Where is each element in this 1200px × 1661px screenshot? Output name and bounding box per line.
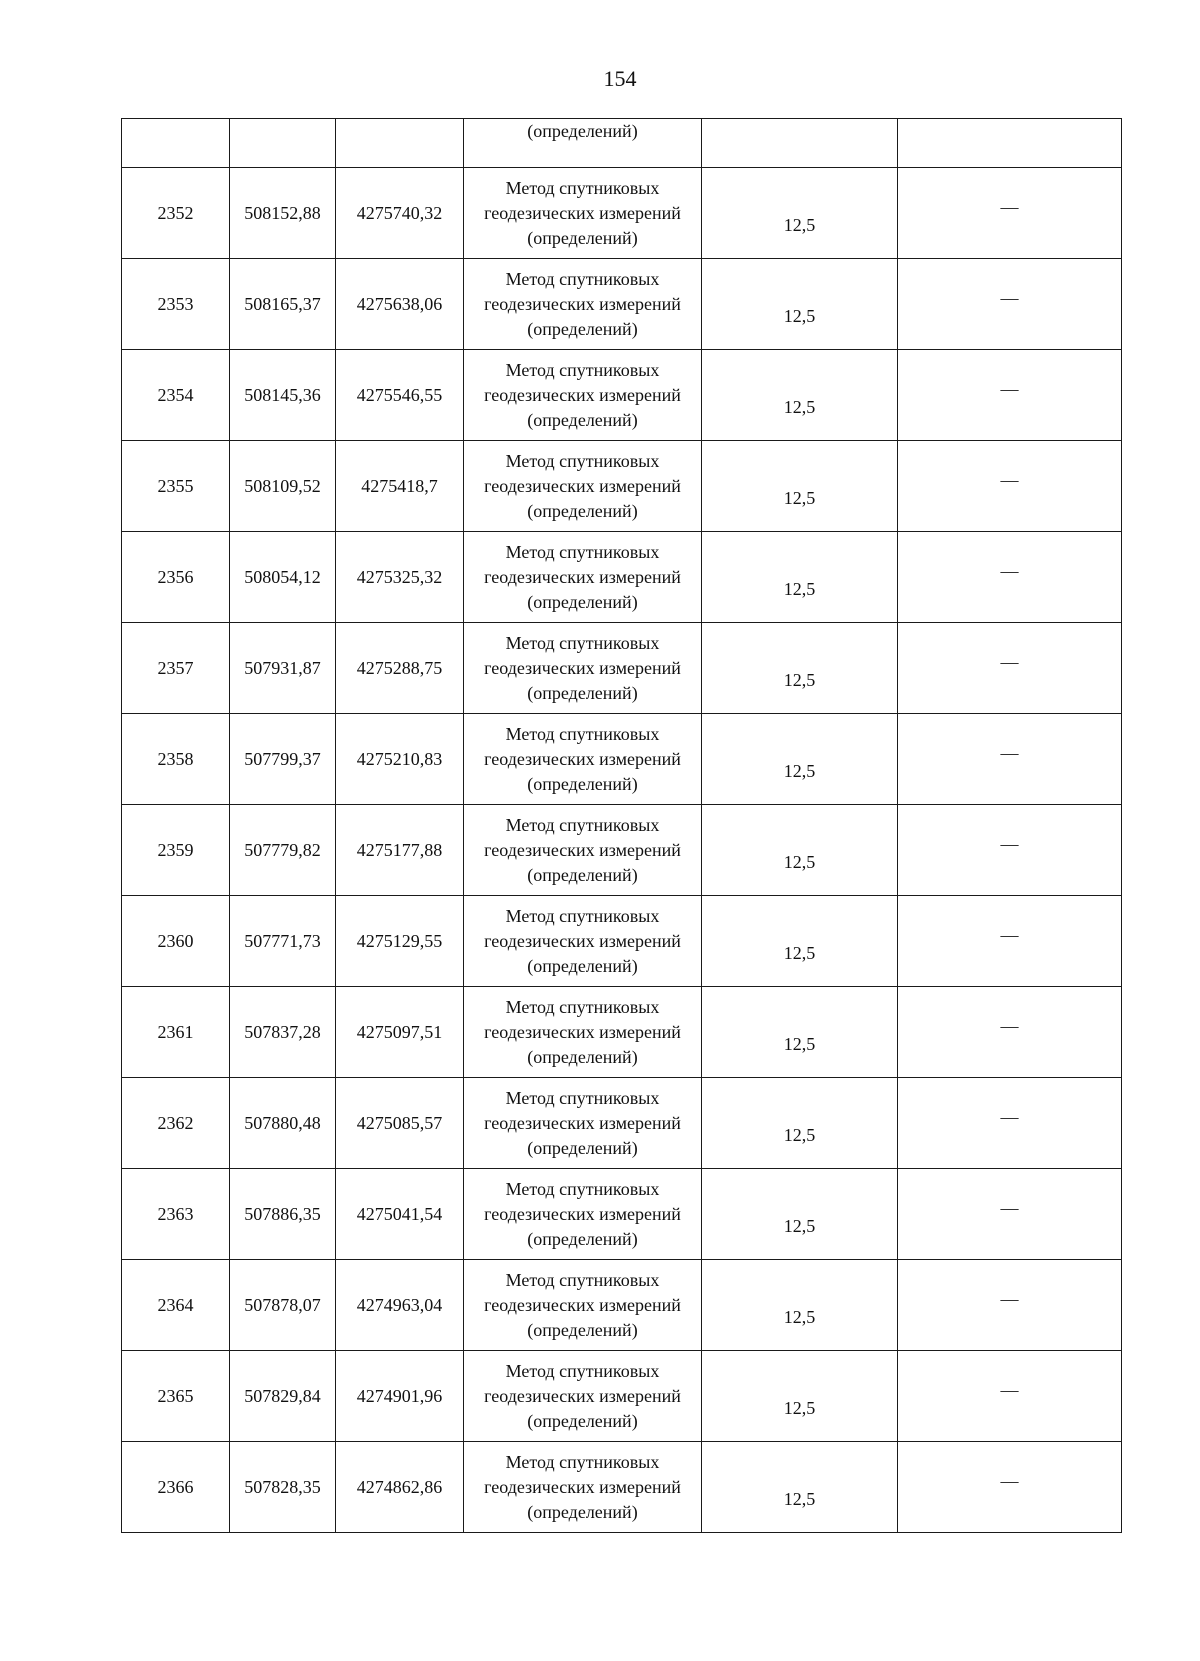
method-line: (определений): [527, 227, 638, 248]
x-coordinate-cell: 508109,52: [230, 441, 336, 532]
description-dash: —: [1000, 651, 1019, 672]
y-coordinate-cell: 4274963,04: [336, 1260, 464, 1351]
tolerance-cell: [702, 168, 898, 259]
method-line: (определений): [527, 500, 638, 521]
tolerance-cell: [702, 441, 898, 532]
x-coordinate-cell: 508145,36: [230, 350, 336, 441]
description-dash: —: [1000, 833, 1019, 854]
x-coordinate-cell: 508152,88: [230, 168, 336, 259]
tolerance-cell: [702, 1078, 898, 1169]
description-dash: —: [1000, 1288, 1019, 1309]
coordinates-table: [121, 118, 1122, 1533]
tolerance-value: 12,5: [783, 851, 816, 872]
table-row: [122, 623, 1122, 714]
tolerance-value: 12,5: [783, 305, 816, 326]
method-line: геодезических измерений: [484, 1021, 681, 1042]
method-line: (определений): [527, 955, 638, 976]
x-coordinate-cell: 507829,84: [230, 1351, 336, 1442]
page-number: 154: [603, 66, 637, 91]
y-coordinate-cell: 4274901,96: [336, 1351, 464, 1442]
tolerance-value: 12,5: [783, 1306, 816, 1327]
point-number-cell: 2356: [122, 532, 230, 623]
tolerance-cell: [702, 532, 898, 623]
description-dash: —: [1000, 287, 1019, 308]
method-cell: [464, 1442, 702, 1533]
x-coordinate-cell: 507931,87: [230, 623, 336, 714]
method-line: Метод спутниковых: [505, 268, 660, 289]
point-number-cell: 2366: [122, 1442, 230, 1533]
tolerance-value: 12,5: [783, 669, 816, 690]
tolerance-value: 12,5: [783, 1033, 816, 1054]
point-number-cell: 2362: [122, 1078, 230, 1169]
method-line: (определений): [527, 864, 638, 885]
y-coordinate-cell: 4275041,54: [336, 1169, 464, 1260]
method-cell: [464, 623, 702, 714]
tolerance-value: 12,5: [783, 1215, 816, 1236]
method-cell: [464, 1260, 702, 1351]
method-line: (определений): [527, 682, 638, 703]
table-row: [122, 259, 1122, 350]
tolerance-cell: [702, 1169, 898, 1260]
tolerance-value: 12,5: [783, 578, 816, 599]
y-coordinate-cell: 4275210,83: [336, 714, 464, 805]
description-cell: [898, 1442, 1122, 1533]
method-line: геодезических измерений: [484, 202, 681, 223]
method-line: геодезических измерений: [484, 384, 681, 405]
tolerance-cell: [702, 987, 898, 1078]
method-line: геодезических измерений: [484, 657, 681, 678]
method-line: (определений): [527, 1410, 638, 1431]
x-coordinate-cell: 507886,35: [230, 1169, 336, 1260]
method-line: Метод спутниковых: [505, 632, 660, 653]
method-cell: [464, 119, 702, 168]
x-coordinate-cell: 507771,73: [230, 896, 336, 987]
description-cell: [898, 987, 1122, 1078]
point-cell: [122, 119, 230, 168]
description-cell: [898, 259, 1122, 350]
description-dash: —: [1000, 196, 1019, 217]
method-line: (определений): [527, 773, 638, 794]
description-dash: —: [1000, 378, 1019, 399]
table-row: [122, 1351, 1122, 1442]
description-cell: [898, 714, 1122, 805]
description-cell: [898, 350, 1122, 441]
description-dash: —: [1000, 924, 1019, 945]
method-line: (определений): [527, 1228, 638, 1249]
point-number-cell: 2353: [122, 259, 230, 350]
description-dash: —: [1000, 1470, 1019, 1491]
point-number-cell: 2359: [122, 805, 230, 896]
method-line: (определений): [527, 318, 638, 339]
tolerance-cell: [702, 896, 898, 987]
method-line: геодезических измерений: [484, 1203, 681, 1224]
tolerance-value: 12,5: [783, 760, 816, 781]
method-line: геодезических измерений: [484, 475, 681, 496]
point-number-cell: 2363: [122, 1169, 230, 1260]
description-dash: —: [1000, 1379, 1019, 1400]
description-dash: —: [1000, 560, 1019, 581]
x-coordinate-cell: 507799,37: [230, 714, 336, 805]
method-line: (определений): [527, 1046, 638, 1067]
table-row: [122, 1260, 1122, 1351]
description-dash: —: [1000, 1197, 1019, 1218]
method-line: Метод спутниковых: [505, 450, 660, 471]
y-coordinate-cell: 4275740,32: [336, 168, 464, 259]
method-line: Метод спутниковых: [505, 723, 660, 744]
tolerance-value: 12,5: [783, 1124, 816, 1145]
point-number-cell: 2360: [122, 896, 230, 987]
method-line: Метод спутниковых: [505, 814, 660, 835]
table-body: [122, 119, 1122, 1533]
tolerance-cell: [702, 1260, 898, 1351]
method-line: геодезических измерений: [484, 839, 681, 860]
y-coordinate-cell: 4275546,55: [336, 350, 464, 441]
description-dash: —: [1000, 1106, 1019, 1127]
tolerance-value: 12,5: [783, 214, 816, 235]
method-line: Метод спутниковых: [505, 177, 660, 198]
y-coordinate-cell: 4275097,51: [336, 987, 464, 1078]
method-line: Метод спутниковых: [505, 1178, 660, 1199]
table-row: [122, 987, 1122, 1078]
method-line: (определений): [527, 409, 638, 430]
method-line: (определений): [527, 1501, 638, 1522]
method-cell: [464, 168, 702, 259]
tolerance-value: 12,5: [783, 1488, 816, 1509]
tolerance-value: 12,5: [783, 1397, 816, 1418]
method-line: (определений): [527, 591, 638, 612]
point-number-cell: 2358: [122, 714, 230, 805]
description-cell: [898, 1351, 1122, 1442]
method-cell: [464, 441, 702, 532]
table-row: [122, 168, 1122, 259]
tolerance-cell: [702, 1351, 898, 1442]
description-cell: [898, 623, 1122, 714]
method-line: Метод спутниковых: [505, 996, 660, 1017]
y-coordinate-cell: 4274862,86: [336, 1442, 464, 1533]
description-cell: [898, 119, 1122, 168]
method-line: геодезических измерений: [484, 748, 681, 769]
tolerance-cell: [702, 623, 898, 714]
x-coordinate-cell: 508054,12: [230, 532, 336, 623]
description-cell: [898, 1078, 1122, 1169]
tolerance-cell: [702, 714, 898, 805]
point-number-cell: 2355: [122, 441, 230, 532]
tolerance-value: 12,5: [783, 487, 816, 508]
y-coordinate-cell: 4275638,06: [336, 259, 464, 350]
method-line: геодезических измерений: [484, 1294, 681, 1315]
table-row: [122, 805, 1122, 896]
x-coordinate-cell: 507878,07: [230, 1260, 336, 1351]
method-cell: [464, 896, 702, 987]
point-number-cell: 2352: [122, 168, 230, 259]
table-row: [122, 350, 1122, 441]
method-cell: [464, 1169, 702, 1260]
method-line: (определений): [527, 1137, 638, 1158]
tolerance-value: 12,5: [783, 942, 816, 963]
y-coordinate-cell: 4275418,7: [336, 441, 464, 532]
y-coordinate-cell: 4275325,32: [336, 532, 464, 623]
method-line: геодезических измерений: [484, 1112, 681, 1133]
method-cell: [464, 532, 702, 623]
tolerance-cell: [702, 805, 898, 896]
x-coordinate-cell: 507837,28: [230, 987, 336, 1078]
tolerance-cell: [702, 350, 898, 441]
method-line: Метод спутниковых: [505, 1269, 660, 1290]
y-coordinate-cell: 4275129,55: [336, 896, 464, 987]
method-cell: [464, 714, 702, 805]
table-row: [122, 896, 1122, 987]
method-cell: [464, 987, 702, 1078]
continuation-row: [122, 119, 1122, 168]
method-cell: [464, 1351, 702, 1442]
method-line: геодезических измерений: [484, 930, 681, 951]
point-number-cell: 2357: [122, 623, 230, 714]
description-cell: [898, 1169, 1122, 1260]
description-cell: [898, 896, 1122, 987]
point-number-cell: 2361: [122, 987, 230, 1078]
table-row: [122, 714, 1122, 805]
method-line: Метод спутниковых: [505, 1451, 660, 1472]
method-line: Метод спутниковых: [505, 905, 660, 926]
y-coordinate-cell: 4275288,75: [336, 623, 464, 714]
method-cell: [464, 259, 702, 350]
description-dash: —: [1000, 1015, 1019, 1036]
table-row: [122, 441, 1122, 532]
method-line: геодезических измерений: [484, 1385, 681, 1406]
table-row: [122, 1078, 1122, 1169]
method-cell: [464, 350, 702, 441]
method-line: Метод спутниковых: [505, 1360, 660, 1381]
x-coordinate-cell: 507779,82: [230, 805, 336, 896]
point-number-cell: 2364: [122, 1260, 230, 1351]
method-line: геодезических измерений: [484, 566, 681, 587]
y-coordinate-cell: [336, 119, 464, 168]
table-row: [122, 1169, 1122, 1260]
description-cell: [898, 532, 1122, 623]
description-cell: [898, 441, 1122, 532]
description-dash: —: [1000, 742, 1019, 763]
y-coordinate-cell: 4275177,88: [336, 805, 464, 896]
method-line: Метод спутниковых: [505, 1087, 660, 1108]
method-line: геодезических измерений: [484, 293, 681, 314]
method-line: (определений): [527, 1319, 638, 1340]
description-cell: [898, 805, 1122, 896]
x-coordinate-cell: [230, 119, 336, 168]
method-line: (определений): [527, 121, 638, 141]
x-coordinate-cell: 507828,35: [230, 1442, 336, 1533]
method-line: геодезических измерений: [484, 1476, 681, 1497]
method-line: Метод спутниковых: [505, 541, 660, 562]
point-number-cell: 2354: [122, 350, 230, 441]
method-line: Метод спутниковых: [505, 359, 660, 380]
method-cell: [464, 1078, 702, 1169]
tolerance-cell: [702, 119, 898, 168]
tolerance-value: 12,5: [783, 396, 816, 417]
description-cell: [898, 1260, 1122, 1351]
table-row: [122, 532, 1122, 623]
description-dash: —: [1000, 469, 1019, 490]
x-coordinate-cell: 507880,48: [230, 1078, 336, 1169]
y-coordinate-cell: 4275085,57: [336, 1078, 464, 1169]
description-cell: [898, 168, 1122, 259]
point-number-cell: 2365: [122, 1351, 230, 1442]
x-coordinate-cell: 508165,37: [230, 259, 336, 350]
table-row: [122, 1442, 1122, 1533]
method-cell: [464, 805, 702, 896]
tolerance-cell: [702, 259, 898, 350]
tolerance-cell: [702, 1442, 898, 1533]
